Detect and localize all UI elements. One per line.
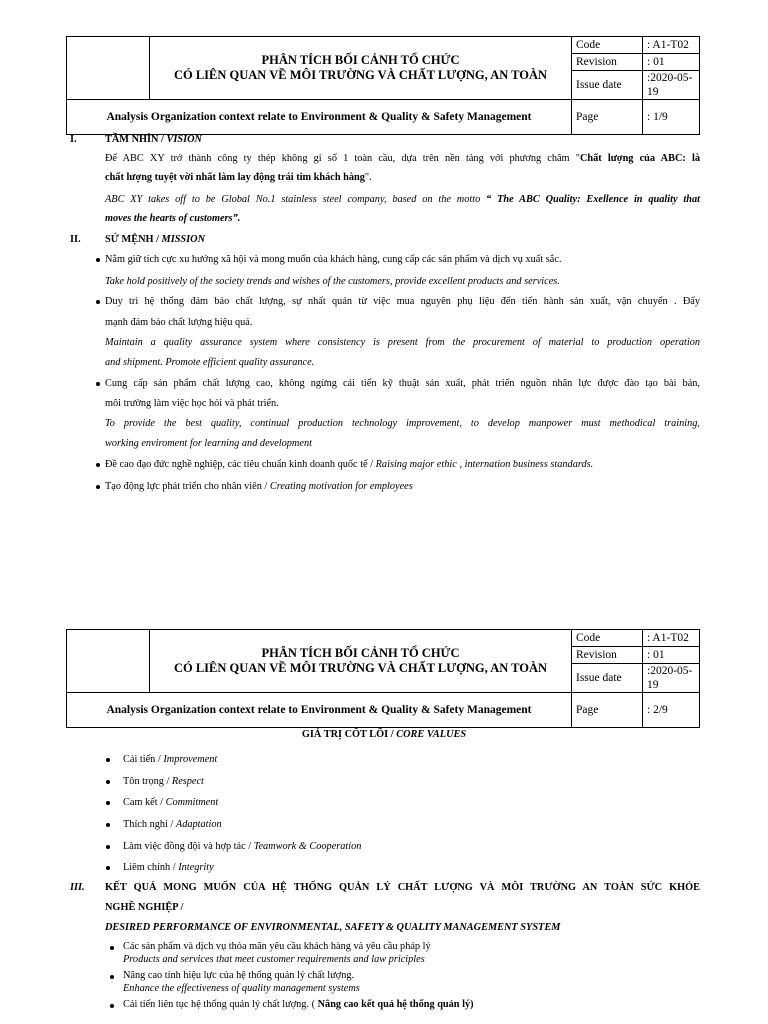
page-label: Page	[572, 100, 643, 135]
desired-b2-en: Enhance the effectiveness of quality management systems	[123, 983, 360, 994]
code-value: : A1-T02	[643, 630, 700, 647]
issue-date-value: :2020-05-19	[643, 664, 700, 693]
bullet-icon	[106, 866, 110, 870]
bullet-icon	[110, 975, 114, 979]
mission-b2-en2: and shipment. Promote efficient quality assurance.	[105, 357, 315, 368]
bullet-icon	[110, 1004, 114, 1008]
bullet-icon	[96, 382, 100, 386]
page-label: Page	[572, 693, 643, 728]
mission-b5: Tạo động lực phát triển cho nhân viên / Creating motivation for employees	[105, 481, 413, 492]
bullet-icon	[96, 300, 100, 304]
header-title: PHÂN TÍCH BỐI CẢNH TỔ CHỨC CÓ LIÊN QUAN VỀ MÔI TRƯỜNG VÀ CHẤT LƯỢNG, AN TOÀN	[150, 630, 572, 693]
page-value: : 1/9	[643, 100, 700, 135]
desired-heading-en: DESIRED PERFORMANCE OF ENVIRONMENTAL, SAFETY & QUALITY MANAGEMENT SYSTEM	[105, 922, 561, 933]
core-value-item: Cải tiến / Improvement	[123, 754, 218, 765]
revision-label: Revision	[572, 54, 643, 71]
header-subtitle: Analysis Organization context relate to Environment & Quality & Safety Management	[67, 100, 572, 135]
issue-date-label: Issue date	[572, 71, 643, 100]
vision-vn-line1: Để ABC XY trở thành công ty thép không gỉ số 1 toàn cầu, dựa trên nền tảng với phương châm "Chất lượng của ABC: là	[105, 153, 700, 164]
revision-value: : 01	[643, 54, 700, 71]
bullet-icon	[110, 946, 114, 950]
desired-b1-vn: Các sản phẩm và dịch vụ thỏa mãn yêu cầu khách hàng và yêu cầu pháp lý	[123, 941, 431, 952]
desired-b1-en: Products and services that meet customer requirements and law priciples	[123, 954, 425, 965]
mission-b3-en2: working enviroment for learning and development	[105, 438, 312, 449]
logo-cell	[67, 37, 150, 100]
mission-b2-en1: Maintain a quality assurance system where consistency is present from the procurement of material to production operation	[105, 337, 700, 348]
core-value-item: Cam kết / Commitment	[123, 797, 219, 808]
bullet-icon	[106, 845, 110, 849]
revision-label: Revision	[572, 647, 643, 664]
core-value-item: Tôn trọng / Respect	[123, 776, 204, 787]
document-header	[66, 36, 700, 135]
vision-en-line1: ABC XY takes off to be Global No.1 stainless steel company, based on the motto “ The ABC Quality: Exellence in quality that	[105, 194, 700, 205]
mission-b1-vn: Nắm giữ tích cực xu hướng xã hội và mong muốn của khách hàng, cung cấp các sản phẩm và dịch vụ xuất sắc.	[105, 254, 562, 265]
logo-cell	[67, 630, 150, 693]
vision-en-line2: moves the hearts of customers”.	[105, 213, 241, 224]
vision-vn-line2: chất lượng tuyệt vời nhất làm lay động trái tim khách hàng".	[105, 172, 372, 183]
code-value: : A1-T02	[643, 37, 700, 54]
desired-b3-vn: Cải tiến liên tục hệ thống quản lý chất lượng. ( Nâng cao kết quả hệ thống quản lý)	[123, 999, 474, 1010]
mission-b1-en: Take hold positively of the society trends and wishes of the customers, provide excellent products and services.	[105, 276, 560, 287]
desired-heading-1: KẾT QUẢ MONG MUỐN CỦA HỆ THỐNG QUẢN LÝ CHẤT LƯỢNG VÀ MÔI TRƯỜNG AN TOÀN SỨC KHỎE	[105, 882, 700, 893]
code-label: Code	[572, 37, 643, 54]
vision-heading: TẦM NHÌN / VISION	[105, 134, 202, 145]
issue-date-label: Issue date	[572, 664, 643, 693]
mission-heading: SỨ MỆNH / MISSION	[105, 234, 206, 245]
vision-number: I.	[70, 134, 77, 145]
mission-b2-vn1: Duy trì hệ thống đảm bảo chất lượng, sự nhất quán từ việc mua nguyên phụ liệu đến tiến hành sản xuất, vận chuyển . Đẩy	[105, 296, 700, 307]
mission-b2-vn2: mạnh đảm bảo chất lượng hiệu quả.	[105, 317, 253, 328]
code-label: Code	[572, 630, 643, 647]
revision-value: : 01	[643, 647, 700, 664]
bullet-icon	[106, 758, 110, 762]
core-value-item: Thích nghi / Adaptation	[123, 819, 222, 830]
header-subtitle: Analysis Organization context relate to Environment & Quality & Safety Management	[67, 693, 572, 728]
mission-number: II.	[70, 234, 81, 245]
core-value-item: Liêm chính / Integrity	[123, 862, 214, 873]
issue-date-value: :2020-05-19	[643, 71, 700, 100]
header-title: PHÂN TÍCH BỐI CẢNH TỔ CHỨC CÓ LIÊN QUAN VỀ MÔI TRƯỜNG VÀ CHẤT LƯỢNG, AN TOÀN	[150, 37, 572, 100]
core-values-heading: GIÁ TRỊ CỐT LÕI / CORE VALUES	[301, 729, 467, 740]
bullet-icon	[96, 485, 100, 489]
bullet-icon	[96, 258, 100, 262]
page-value: : 2/9	[643, 693, 700, 728]
mission-b4: Đề cao đạo đức nghề nghiệp, các tiêu chuẩn kinh doanh quốc tế / Raising major ethic , internation business standards.	[105, 459, 594, 470]
bullet-icon	[106, 780, 110, 784]
document-header-page2	[66, 629, 700, 728]
mission-b3-en1: To provide the best quality, continual production technology improvement, to develop manpower must methodical training,	[105, 418, 700, 429]
desired-number: III.	[70, 882, 85, 893]
desired-b2-vn: Nâng cao tính hiệu lực của hệ thống quản lý chất lượng.	[123, 970, 355, 981]
core-value-item: Làm việc đồng đội và hợp tác / Teamwork & Cooperation	[123, 841, 362, 852]
bullet-icon	[106, 801, 110, 805]
bullet-icon	[106, 823, 110, 827]
mission-b3-vn2: môi trường làm việc học hỏi và phát triển.	[105, 398, 279, 409]
mission-b3-vn1: Cung cấp sản phẩm chất lượng cao, không ngừng cải tiến kỹ thuật sản xuất, phát triển nguồn nhân lực được đào tạo bài bản,	[105, 378, 700, 389]
desired-heading-2: NGHỀ NGHIỆP /	[105, 902, 184, 913]
bullet-icon	[96, 463, 100, 467]
